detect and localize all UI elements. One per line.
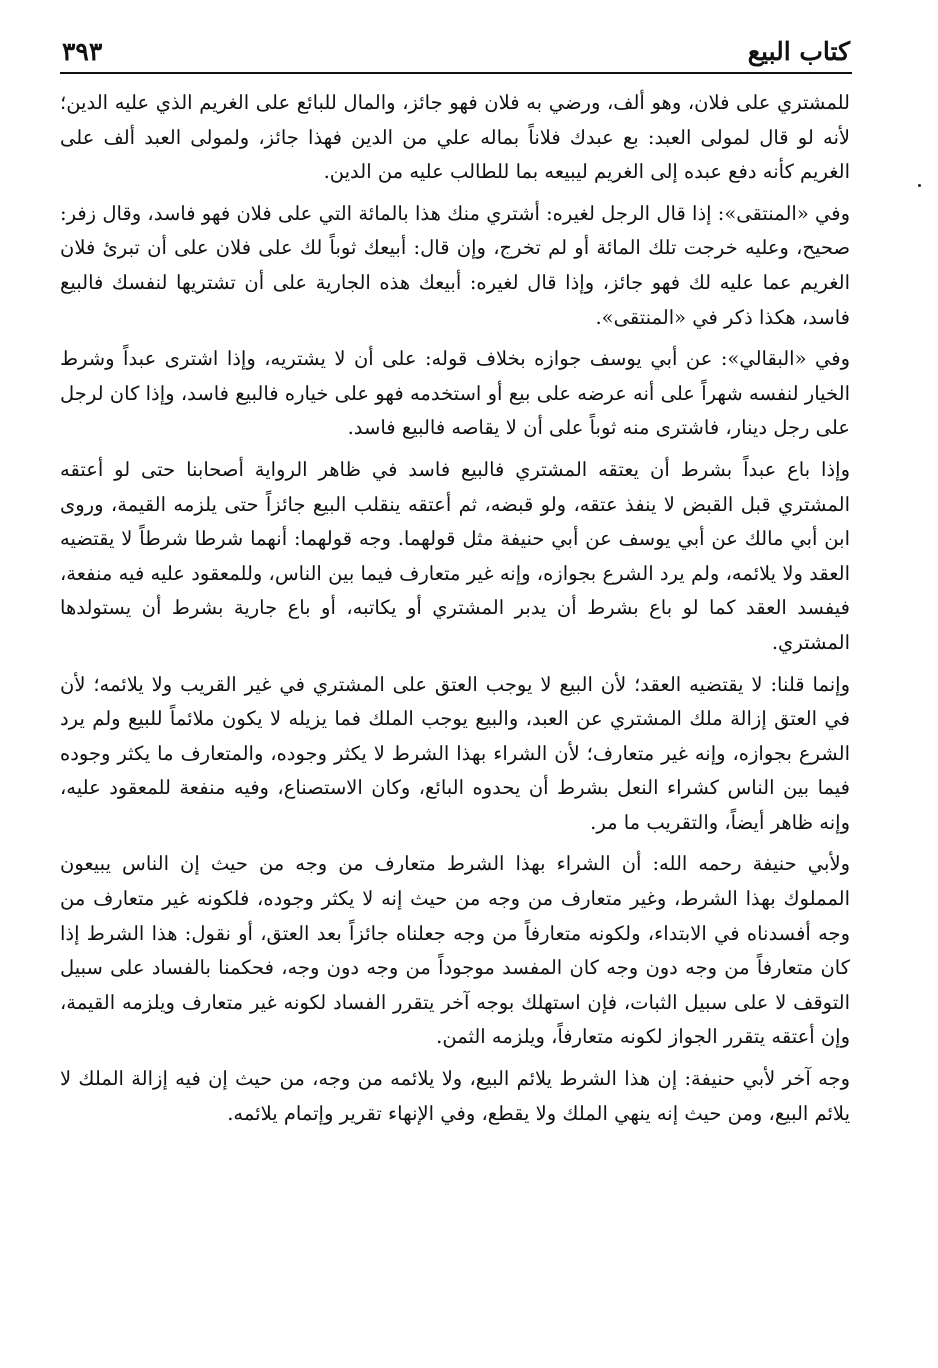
- header-rule: [60, 72, 852, 74]
- book-title: كتاب البيع: [747, 37, 850, 66]
- paragraph: وجه آخر لأبي حنيفة: إن هذا الشرط يلائم البيع، ولا يلائمه من وجه، من حيث إن فيه إزالة الملك لا يلائم البيع، ومن حيث إنه ينهي الملك ولا يقطع، وفي الإنهاء تقرير وإتمام يلائمه.: [60, 1067, 850, 1125]
- paragraph: وفي «البقالي»: عن أبي يوسف جوازه بخلاف قوله: على أن لا يشتريه، وإذا اشترى عبداً وشرط الخيار لنفسه شهراً على أنه عرضه على بيع أو استخدمه فهو على خياره فالبيع فاسد، وإذا كان لرجل على رجل دينار، فاشترى منه ثوباً على أن لا يقاصه فالبيع فاسد.: [60, 347, 850, 440]
- paragraph: وفي «المنتقى»: إذا قال الرجل لغيره: أشتري منك هذا بالمائة التي على فلان فهو فاسد، وقال زفر: صحيح، وعليه خرجت تلك المائة أو لم تخرج، وإن قال: أبيعك ثوباً لك على فلان على أن تبرئ فلان الغريم عما عليه لك فهو جائز، وإذا قال لغيره: أبيعك هذه الجارية على أن تشتريها لنفسك فالبيع فاسد، هكذا ذكر في «المنتقى».: [60, 201, 850, 329]
- running-head: [62, 26, 850, 70]
- margin-mark: [918, 184, 921, 187]
- paragraph: للمشتري على فلان، وهو ألف، ورضي به فلان فهو جائز، والمال للبائع على الغريم الذي عليه الدين؛ لأنه لو قال لمولى العبد: بع عبدك فلاناً بماله علي من الدين فهذا جائز، ولمولى العبد ألف على الغريم كأنه دفع عبده إلى الغريم ليبيعه بما للطالب عليه من الدين.: [60, 91, 850, 184]
- page-number: ٣٩٣: [62, 37, 103, 66]
- body-text: [60, 86, 850, 1138]
- paragraph: ولأبي حنيفة رحمه الله: أن الشراء بهذا الشرط متعارف من وجه من حيث إن الناس يبيعون المملوك بهذا الشرط، وغير متعارف من وجه من حيث إنه لا يكثر وجوده، فلكونه غير متعارف من وجه أفسدناه في الابتداء، ولكونه متعارفاً من وجه جعلناه جائزاً بعد العتق، أو نقول: هذا الشرط إذا كان متعارفاً من وجه دون وجه كان المفسد موجوداً من وجه دون وجه، فحكمنا بالفساد على سبيل التوقف لا على سبيل الثبات، فإن استهلك بوجه آخر يتقرر الفساد لكونه غير متعارف ويلزمه القيمة، وإن أعتقه يتقرر الجواز لكونه متعارفاً، ويلزمه الثمن.: [60, 852, 850, 1049]
- paragraph: وإذا باع عبداً بشرط أن يعتقه المشتري فالبيع فاسد في ظاهر الرواية أصحابنا حتى لو أعتقه المشتري قبل القبض لا ينفذ عتقه، ولو قبضه، ثم أعتقه ينقلب البيع جائزاً حتى يلزمه القيمة، وروى ابن أبي مالك عن أبي يوسف عن أبي حنيفة مثل قولهما. وجه قولهما: أنهما شرطا شرطاً لا يقتضيه العقد ولا يلائمه، ولم يرد الشرع بجوازه، وإنه غير متعارف فيما بين الناس، وللمعقود عليه فيه منفعة، فيفسد العقد كما لو باع بشرط أن يدبر المشتري أو يكاتبه، أو باع جارية بشرط أن يستولدها المشتري.: [60, 457, 850, 654]
- paragraph: وإنما قلنا: لا يقتضيه العقد؛ لأن البيع لا يوجب العتق على المشتري في غير القريب ولا يلائمه؛ لأن في العتق إزالة ملك المشتري عن العبد، والبيع يوجب الملك فما يزيله لا يكون ملائماً للبيع ولم يرد الشرع بجوازه، وإنه غير متعارف؛ لأن الشراء بهذا الشرط لا يكثر وجوده، والمتعارف ما يكثر وجوده فيما بين الناس كشراء النعل بشرط أن يحدوه البائع، وكان الاستصناع، وفيه منفعة للمعقود عليه، وإنه ظاهر أيضاً، والتقريب ما مر.: [60, 672, 850, 834]
